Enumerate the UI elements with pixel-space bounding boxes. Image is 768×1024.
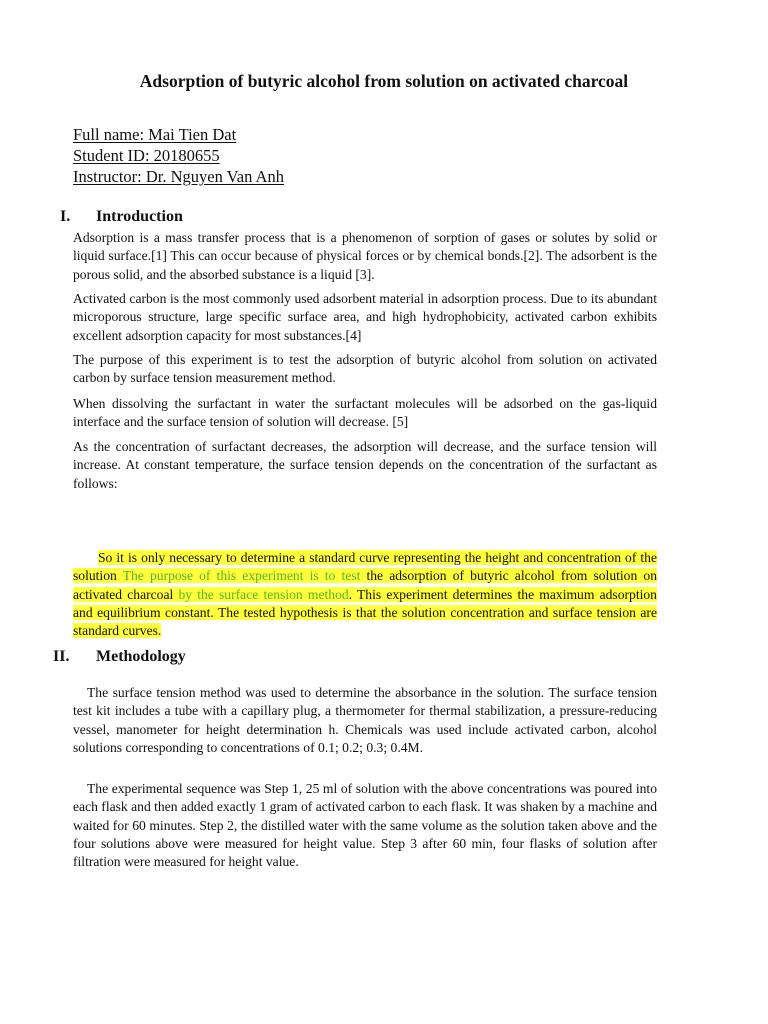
methodology-paragraph: The surface tension method was used to determine the absorbance in the solution. The surface tension test kit includes a tube with a capillary plug, a thermometer for thermal stabilization, a pressure-reducing vessel, manometer for height determination h. Chemicals was used include activated carbon, alcohol solutions corresponding to concentrations of 0.1; 0.2; 0.3; 0.4M. bbox=[73, 685, 657, 755]
instructor: Instructor: Dr. Nguyen Van Anh bbox=[73, 167, 284, 186]
highlight-run-green: The purpose of this experiment is to test bbox=[122, 568, 367, 584]
section-title: Methodology bbox=[96, 648, 186, 665]
section-number: I. bbox=[60, 208, 71, 225]
intro-paragraph: The purpose of this experiment is to test the adsorption of butyric alcohol from solution on activated carbon by surface tension measurement method. bbox=[73, 352, 657, 386]
intro-paragraph: Activated carbon is the most commonly used adsorbent material in adsorption process. Due to its abundant microporous structure, large specific surface area, and high hydrophobicity, activated carbon exhibits excellent adsorption capacity for most substances.[4] bbox=[73, 291, 657, 343]
document-title: Adsorption of butyric alcohol from solution on activated charcoal bbox=[139, 71, 629, 91]
highlight-run: the adsorption of butyric alcohol from solution on activated charcoal bbox=[73, 568, 657, 602]
full-name: Full name: Mai Tien Dat bbox=[73, 125, 237, 144]
highlight-run: So it is only necessary to determine a standard curve representing the height and concentration of the solution bbox=[73, 550, 657, 584]
intro-paragraph: As the concentration of surfactant decreases, the adsorption will decrease, and the surface tension will increase. At constant temperature, the surface tension depends on the concentration of the surfactant as follows: bbox=[73, 439, 657, 491]
intro-paragraph: When dissolving the surfactant in water the surfactant molecules will be adsorbed on the gas-liquid interface and the surface tension of solution will decrease. [5] bbox=[73, 396, 657, 430]
author-info bbox=[73, 124, 284, 187]
section-heading-introduction bbox=[60, 208, 183, 226]
section-number: II. bbox=[53, 648, 70, 665]
section-heading-methodology bbox=[53, 648, 186, 666]
intro-paragraph: Adsorption is a mass transfer process that is a phenomenon of sorption of gases or solutes by solid or liquid surface.[1] This can occur because of physical forces or by chemical bonds.[2]. The adsorbent is the porous solid, and the absorbed substance is a liquid [3]. bbox=[73, 230, 657, 282]
highlight-run-green: by the surface tension method bbox=[178, 586, 349, 602]
highlight-run: . This experiment determines the maximum adsorption and equilibrium constant. The tested hypothesis is that the solution concentration and surface tension are standard curves. bbox=[73, 586, 657, 639]
highlighted-paragraph bbox=[73, 549, 657, 640]
student-id: Student ID: 20180655 bbox=[73, 146, 220, 165]
methodology-paragraph: The experimental sequence was Step 1, 25 ml of solution with the above concentrations was poured into each flask and then added exactly 1 gram of activated carbon to each flask. It was shaken by a machine and waited for 60 minutes. Step 2, the distilled water with the same volume as the solution taken above and the four solutions above were measured for height value. Step 3 after 60 min, four flasks of solution after filtration were measured for height value. bbox=[73, 781, 657, 870]
section-title: Introduction bbox=[96, 208, 183, 225]
